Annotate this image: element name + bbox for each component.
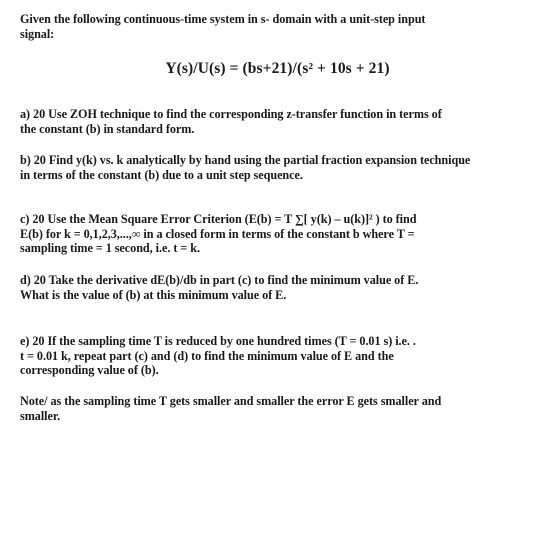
part-b-line-2: in terms of the constant (b) due to a unit step sequence. (20, 167, 303, 182)
part-b (20, 153, 470, 182)
part-e-line-3: corresponding value of (b). (20, 363, 159, 377)
part-c (20, 212, 416, 256)
intro-line-1: Given the following continuous-time system in s- domain with a unit-step input (20, 12, 426, 26)
part-e-line-1: e) 20 If the sampling time T is reduced by one hundred times (T = 0.01 s) i.e. . (20, 334, 416, 348)
part-d (20, 273, 418, 302)
part-d-line-1: d) 20 Take the derivative dE(b)/db in part (c) to find the minimum value of E. (20, 273, 419, 287)
part-d-line-2: What is the value of (b) at this minimum value of E. (20, 287, 287, 302)
problem-intro (20, 12, 425, 41)
part-a-line-1: a) 20 Use ZOH technique to find the corresponding z-transfer function in terms of (20, 107, 442, 121)
note-line-2: smaller. (20, 408, 61, 423)
note-line-1: Note/ as the sampling time T gets smaller and smaller the error E gets smaller and (20, 394, 442, 408)
note (20, 394, 441, 423)
part-c-line-1: c) 20 Use the Mean Square Error Criterion (E(b) = T ∑[ y(k) – u(k)]² ) to find (20, 212, 417, 226)
part-a (20, 107, 442, 136)
part-c-line-2: E(b) for k = 0,1,2,3,...,∞ in a closed form in terms of the constant b where T = (20, 226, 415, 241)
part-c-line-3: sampling time = 1 second, i.e. t = k. (20, 241, 200, 255)
transfer-function-equation: Y(s)/U(s) = (bs+21)/(s² + 10s + 21) (165, 60, 390, 77)
part-e-line-2: t = 0.01 k, repeat part (c) and (d) to find the minimum value of E and the (20, 348, 394, 363)
intro-line-2: signal: (20, 26, 55, 41)
part-a-line-2: the constant (b) in standard form. (20, 121, 195, 136)
part-b-line-1: b) 20 Find y(k) vs. k analytically by hand using the partial fraction expansion technique (20, 153, 471, 167)
part-e (20, 334, 416, 378)
